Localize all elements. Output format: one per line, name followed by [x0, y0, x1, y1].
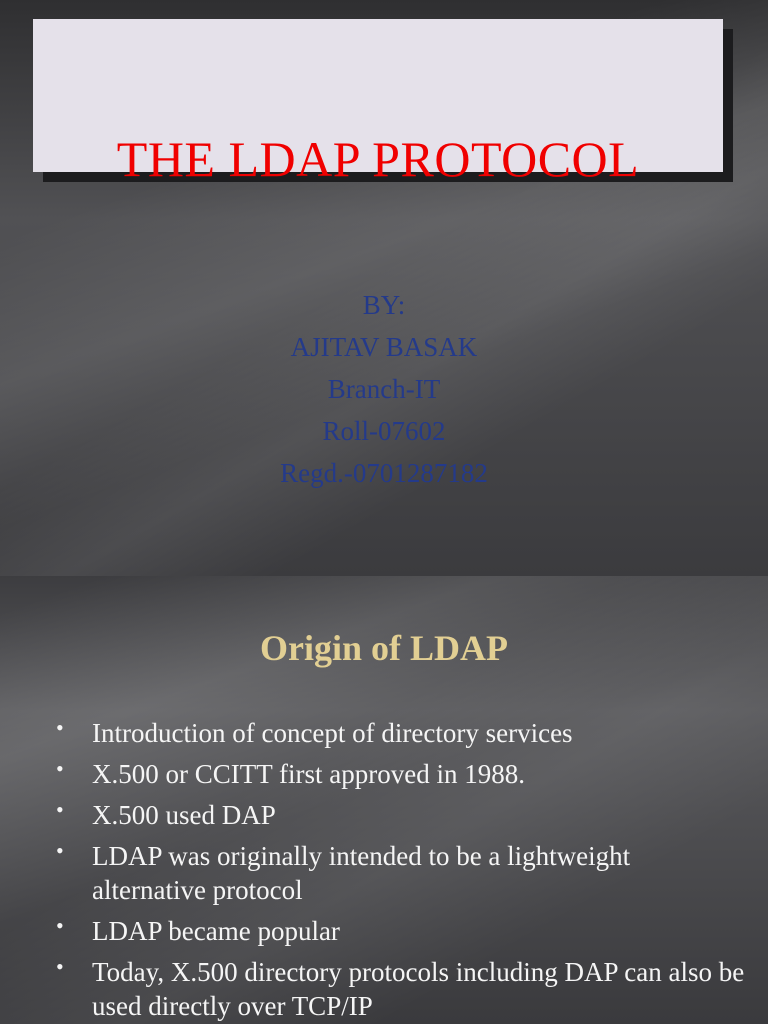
bullet-text: Introduction of concept of directory services: [92, 718, 573, 748]
byline-by: BY:: [362, 290, 406, 320]
list-item: [56, 757, 746, 791]
bullet-text: LDAP became popular: [92, 916, 340, 946]
bullet-text: X.500 used DAP: [92, 800, 276, 830]
slide-title: THE LDAP PROTOCOL: [116, 131, 640, 187]
bullet-icon: •: [56, 913, 64, 938]
author-branch: Branch-IT: [327, 374, 441, 404]
bullet-icon: •: [56, 756, 64, 781]
list-item: [56, 955, 746, 1023]
slide-heading: Origin of LDAP: [260, 628, 508, 668]
bullet-icon: •: [56, 954, 64, 979]
list-item: [56, 798, 746, 832]
list-item: [56, 914, 746, 948]
author-name: AJITAV BASAK: [290, 332, 478, 362]
bullet-text: X.500 or CCITT first approved in 1988.: [92, 759, 525, 789]
bullet-list: [56, 716, 746, 1024]
author-byline: [0, 284, 768, 494]
list-item: [56, 839, 746, 907]
bullet-text: LDAP was originally intended to be a lightweight alternative protocol: [92, 841, 631, 905]
list-item: [56, 716, 746, 750]
slide-2: [0, 576, 768, 1024]
author-regd: Regd.-0701287182: [280, 458, 488, 488]
bullet-icon: •: [56, 715, 64, 740]
bullet-icon: •: [56, 797, 64, 822]
bullet-text: Today, X.500 directory protocols including DAP can also be used directly over TCP/IP: [92, 957, 745, 1021]
title-box: [33, 19, 723, 187]
bullet-icon: •: [56, 838, 64, 863]
author-roll: Roll-07602: [322, 416, 446, 446]
